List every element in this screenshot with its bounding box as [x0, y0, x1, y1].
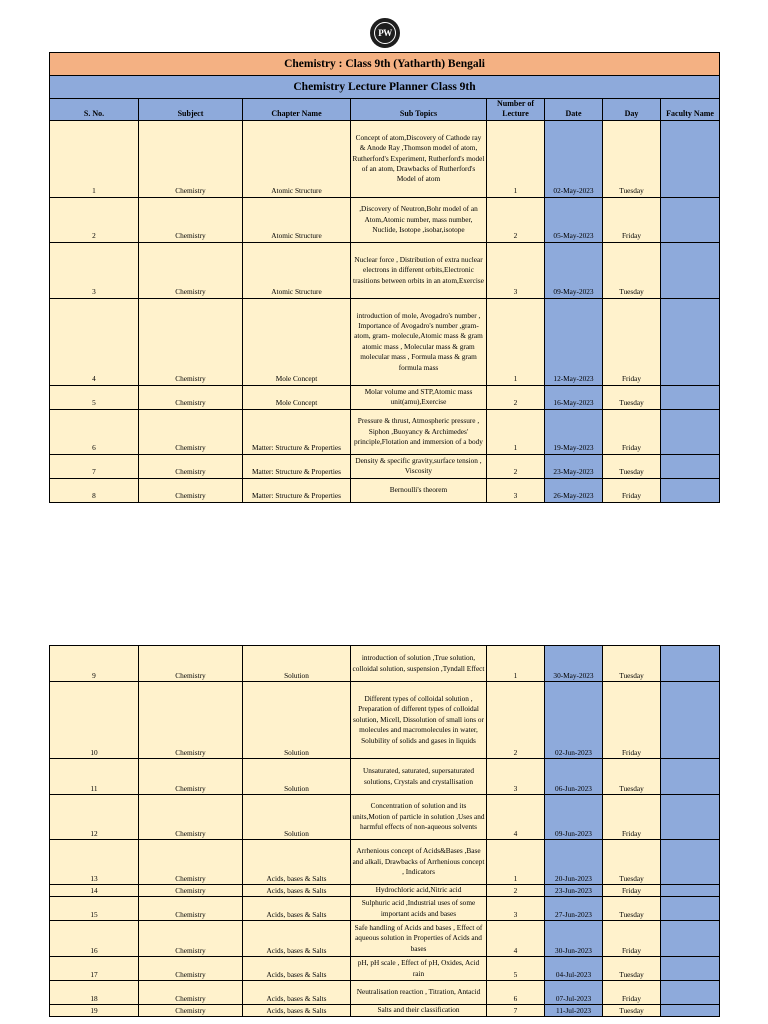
cell-date: 02-May-2023	[545, 120, 603, 197]
cell-sub-topics: Concept of atom,Discovery of Cathode ray & Anode Ray ,Thomson model of atom, Rutherford's Experiment, Rutherford's model of an atom, Drawbacks of Rutherford's Model of atom	[351, 120, 487, 197]
cell-sub-topics: Different types of colloidal solution , Preparation of different types of colloidal solution, Micell, Dissolution of small ions or molecules and macromolecules in water, Solubility of solids and gases in liquids	[351, 682, 487, 759]
cell-faculty	[661, 840, 720, 885]
cell-sno: 4	[50, 298, 139, 385]
cell-sno: 9	[50, 646, 139, 682]
cell-subject: Chemistry	[139, 885, 243, 897]
cell-day: Tuesday	[603, 897, 661, 921]
cell-lecture: 6	[487, 981, 545, 1005]
cell-sub-topics: Density & specific gravity,surface tension , Viscosity	[351, 454, 487, 478]
cell-subject: Chemistry	[139, 1005, 243, 1017]
cell-subject: Chemistry	[139, 298, 243, 385]
table-row	[50, 957, 720, 981]
table-row	[50, 921, 720, 957]
cell-sno: 8	[50, 478, 139, 502]
cell-date: 12-May-2023	[545, 298, 603, 385]
cell-faculty	[661, 759, 720, 795]
cell-faculty	[661, 242, 720, 298]
cell-chapter: Acids, bases & Salts	[243, 840, 351, 885]
banner-title: Chemistry : Class 9th (Yatharth) Bengali	[50, 53, 720, 76]
cell-subject: Chemistry	[139, 795, 243, 840]
table-row	[50, 840, 720, 885]
table-row	[50, 409, 720, 454]
cell-sno: 17	[50, 957, 139, 981]
cell-faculty	[661, 454, 720, 478]
cell-date: 05-May-2023	[545, 197, 603, 242]
cell-sub-topics: ,Discovery of Neutron,Bohr model of an Atom,Atomic number, mass number, Nuclide, Isotope ,isobar,isotope	[351, 197, 487, 242]
cell-chapter: Solution	[243, 759, 351, 795]
cell-date: 23-Jun-2023	[545, 885, 603, 897]
table-row	[50, 120, 720, 197]
cell-faculty	[661, 478, 720, 502]
pw-logo-text: PW	[374, 22, 396, 44]
cell-chapter: Acids, bases & Salts	[243, 1005, 351, 1017]
table-row	[50, 242, 720, 298]
cell-date: 02-Jun-2023	[545, 682, 603, 759]
cell-date: 04-Jul-2023	[545, 957, 603, 981]
cell-date: 23-May-2023	[545, 454, 603, 478]
cell-lecture: 2	[487, 385, 545, 409]
cell-lecture: 3	[487, 759, 545, 795]
cell-faculty	[661, 795, 720, 840]
cell-chapter: Atomic Structure	[243, 120, 351, 197]
cell-sub-topics: introduction of solution ,True solution, colloidal solution, suspension ,Tyndall Effect	[351, 646, 487, 682]
cell-sub-topics: Safe handling of Acids and bases , Effect of aqueous solution in Properties of Acids and bases	[351, 921, 487, 957]
cell-subject: Chemistry	[139, 646, 243, 682]
cell-subject: Chemistry	[139, 759, 243, 795]
cell-sno: 14	[50, 885, 139, 897]
table-row	[50, 795, 720, 840]
cell-day: Friday	[603, 197, 661, 242]
cell-date: 26-May-2023	[545, 478, 603, 502]
cell-sno: 2	[50, 197, 139, 242]
cell-chapter: Acids, bases & Salts	[243, 957, 351, 981]
table-row	[50, 897, 720, 921]
lecture-planner-table-continued	[49, 645, 720, 1017]
cell-sno: 12	[50, 795, 139, 840]
cell-subject: Chemistry	[139, 385, 243, 409]
cell-sub-topics: Arrhenious concept of Acids&Bases ,Base and alkali, Drawbacks of Arrhenious concept , Indicators	[351, 840, 487, 885]
cell-subject: Chemistry	[139, 840, 243, 885]
cell-subject: Chemistry	[139, 478, 243, 502]
cell-date: 16-May-2023	[545, 385, 603, 409]
cell-lecture: 1	[487, 646, 545, 682]
cell-sub-topics: pH, pH scale , Effect of pH, Oxides, Acid rain	[351, 957, 487, 981]
cell-sno: 18	[50, 981, 139, 1005]
cell-sub-topics: Hydrochloric acid,Nitric acid	[351, 885, 487, 897]
cell-lecture: 5	[487, 957, 545, 981]
table-row	[50, 981, 720, 1005]
cell-faculty	[661, 298, 720, 385]
cell-sub-topics: Unsaturated, saturated, supersaturated solutions, Crystals and crystallisation	[351, 759, 487, 795]
cell-sno: 13	[50, 840, 139, 885]
cell-chapter: Mole Concept	[243, 298, 351, 385]
cell-faculty	[661, 921, 720, 957]
cell-chapter: Matter: Structure & Properties	[243, 409, 351, 454]
cell-subject: Chemistry	[139, 242, 243, 298]
cell-sub-topics: Pressure & thrust, Atmospheric pressure , Siphon ,Buoyancy & Archimedes' principle,Flotation and immersion of a body	[351, 409, 487, 454]
cell-sno: 3	[50, 242, 139, 298]
planner-title: Chemistry Lecture Planner Class 9th	[50, 76, 720, 99]
cell-sub-topics: Molar volume and STP,Atomic mass unit(amu),Exercise	[351, 385, 487, 409]
cell-day: Friday	[603, 885, 661, 897]
cell-date: 11-Jul-2023	[545, 1005, 603, 1017]
cell-sno: 7	[50, 454, 139, 478]
table-row	[50, 1005, 720, 1017]
cell-day: Friday	[603, 981, 661, 1005]
header-row	[50, 99, 720, 121]
cell-chapter: Acids, bases & Salts	[243, 897, 351, 921]
cell-sub-topics: Salts and their classification	[351, 1005, 487, 1017]
cell-subject: Chemistry	[139, 454, 243, 478]
header-num-lecture: Number of Lecture	[487, 99, 545, 121]
cell-faculty	[661, 897, 720, 921]
cell-sub-topics: Concentration of solution and its units,Motion of particle in solution ,Uses and harmful effects of non-aqueous solvents	[351, 795, 487, 840]
cell-sno: 19	[50, 1005, 139, 1017]
cell-date: 19-May-2023	[545, 409, 603, 454]
cell-lecture: 1	[487, 409, 545, 454]
cell-sub-topics: Neutralisation reaction , Titration, Antacid	[351, 981, 487, 1005]
cell-faculty	[661, 646, 720, 682]
table-row	[50, 385, 720, 409]
cell-day: Tuesday	[603, 385, 661, 409]
cell-subject: Chemistry	[139, 120, 243, 197]
header-chapter: Chapter Name	[243, 99, 351, 121]
cell-day: Tuesday	[603, 840, 661, 885]
cell-day: Tuesday	[603, 1005, 661, 1017]
cell-day: Tuesday	[603, 957, 661, 981]
cell-date: 07-Jul-2023	[545, 981, 603, 1005]
cell-lecture: 3	[487, 897, 545, 921]
cell-faculty	[661, 197, 720, 242]
cell-day: Tuesday	[603, 646, 661, 682]
cell-day: Tuesday	[603, 120, 661, 197]
cell-lecture: 2	[487, 454, 545, 478]
cell-lecture: 4	[487, 921, 545, 957]
cell-day: Friday	[603, 682, 661, 759]
cell-chapter: Matter: Structure & Properties	[243, 478, 351, 502]
cell-lecture: 3	[487, 478, 545, 502]
cell-sno: 16	[50, 921, 139, 957]
cell-sno: 15	[50, 897, 139, 921]
cell-faculty	[661, 981, 720, 1005]
cell-day: Friday	[603, 409, 661, 454]
cell-date: 09-Jun-2023	[545, 795, 603, 840]
cell-lecture: 3	[487, 242, 545, 298]
table-row	[50, 298, 720, 385]
cell-lecture: 2	[487, 885, 545, 897]
cell-sub-topics: Nuclear force , Distribution of extra nuclear electrons in different orbits,Electronic trasitions between orbits in an atom,Exercise	[351, 242, 487, 298]
cell-faculty	[661, 385, 720, 409]
table-row	[50, 759, 720, 795]
cell-day: Tuesday	[603, 242, 661, 298]
cell-chapter: Acids, bases & Salts	[243, 981, 351, 1005]
cell-chapter: Acids, bases & Salts	[243, 885, 351, 897]
cell-chapter: Matter: Structure & Properties	[243, 454, 351, 478]
cell-faculty	[661, 682, 720, 759]
cell-lecture: 2	[487, 682, 545, 759]
cell-sub-topics: Sulphuric acid ,Industrial uses of some important acids and bases	[351, 897, 487, 921]
table-row	[50, 197, 720, 242]
cell-sno: 5	[50, 385, 139, 409]
header-sub-topics: Sub Topics	[351, 99, 487, 121]
cell-sub-topics: introduction of mole, Avogadro's number , Importance of Avogadro's number ,gram- atom, gram- molecule,Atomic mass & gram atomic mass , Molecular mass & gram molecular mass , Formula mass & gram formula mass	[351, 298, 487, 385]
cell-subject: Chemistry	[139, 197, 243, 242]
cell-day: Friday	[603, 478, 661, 502]
header-subject: Subject	[139, 99, 243, 121]
cell-subject: Chemistry	[139, 921, 243, 957]
cell-lecture: 7	[487, 1005, 545, 1017]
cell-date: 30-May-2023	[545, 646, 603, 682]
cell-faculty	[661, 885, 720, 897]
cell-subject: Chemistry	[139, 897, 243, 921]
cell-sno: 10	[50, 682, 139, 759]
table-row	[50, 454, 720, 478]
cell-day: Friday	[603, 298, 661, 385]
cell-chapter: Solution	[243, 795, 351, 840]
cell-faculty	[661, 120, 720, 197]
cell-date: 27-Jun-2023	[545, 897, 603, 921]
cell-subject: Chemistry	[139, 682, 243, 759]
cell-sno: 1	[50, 120, 139, 197]
cell-lecture: 1	[487, 120, 545, 197]
header-date: Date	[545, 99, 603, 121]
cell-subject: Chemistry	[139, 957, 243, 981]
cell-chapter: Acids, bases & Salts	[243, 921, 351, 957]
cell-day: Tuesday	[603, 454, 661, 478]
cell-faculty	[661, 409, 720, 454]
header-faculty: Faculty Name	[661, 99, 720, 121]
cell-sub-topics: Bernoulli's theorem	[351, 478, 487, 502]
pw-logo	[370, 18, 400, 48]
cell-lecture: 1	[487, 298, 545, 385]
cell-lecture: 4	[487, 795, 545, 840]
table-row	[50, 682, 720, 759]
header-day: Day	[603, 99, 661, 121]
cell-lecture: 1	[487, 840, 545, 885]
cell-subject: Chemistry	[139, 981, 243, 1005]
cell-chapter: Atomic Structure	[243, 197, 351, 242]
cell-sno: 6	[50, 409, 139, 454]
cell-subject: Chemistry	[139, 409, 243, 454]
table-row	[50, 478, 720, 502]
table-row	[50, 885, 720, 897]
cell-chapter: Solution	[243, 682, 351, 759]
lecture-planner-table	[49, 52, 720, 503]
cell-chapter: Mole Concept	[243, 385, 351, 409]
cell-date: 09-May-2023	[545, 242, 603, 298]
cell-sno: 11	[50, 759, 139, 795]
cell-day: Tuesday	[603, 759, 661, 795]
cell-lecture: 2	[487, 197, 545, 242]
header-sno: S. No.	[50, 99, 139, 121]
table-row	[50, 646, 720, 682]
cell-day: Friday	[603, 921, 661, 957]
cell-chapter: Atomic Structure	[243, 242, 351, 298]
cell-date: 20-Jun-2023	[545, 840, 603, 885]
cell-faculty	[661, 957, 720, 981]
cell-day: Friday	[603, 795, 661, 840]
cell-date: 06-Jun-2023	[545, 759, 603, 795]
cell-chapter: Solution	[243, 646, 351, 682]
cell-date: 30-Jun-2023	[545, 921, 603, 957]
cell-faculty	[661, 1005, 720, 1017]
